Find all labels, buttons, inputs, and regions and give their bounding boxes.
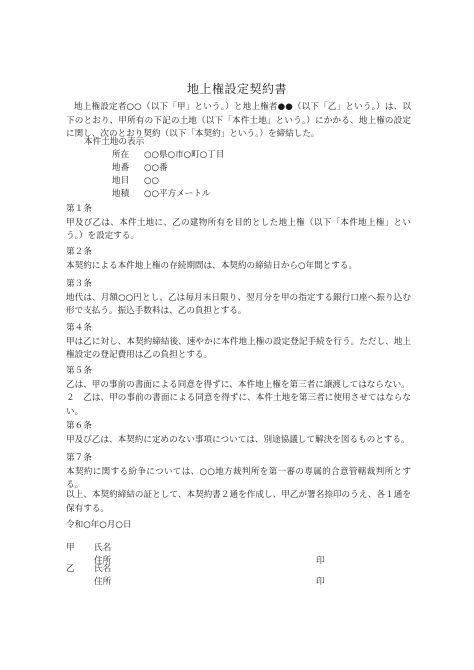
article-7 <box>66 452 411 493</box>
article-heading: 第３条 <box>66 279 92 289</box>
article-2 <box>66 246 411 273</box>
article-body: 本契約に関する紛争については、○○地方裁判所を第一審の専属的合意管轄裁判所とする。 <box>66 466 411 491</box>
seal-mark: 印 <box>316 556 325 566</box>
address-label: 住所 <box>94 577 112 587</box>
closing-paragraph: 以上、本契約締結の証として、本契約書２通を作成し、甲乙が署名捺印のうえ、各１通を保有する。 <box>66 490 411 514</box>
land-row <box>66 175 406 188</box>
article-body: 甲は乙に対し、本契約締結後、速やかに本件地上権の設定登記手続を行う。ただし、地上権設定の登記費用は乙の負担とする。 <box>66 336 411 361</box>
land-key: 地番 <box>112 163 130 173</box>
contract-date: 令和○年○月○日 <box>66 520 132 530</box>
party-otsu <box>66 563 366 589</box>
article-heading: 第７条 <box>66 453 92 463</box>
land-value: ○○番 <box>144 163 168 173</box>
article-1 <box>66 203 411 244</box>
land-value: ○○平方メートル <box>144 189 211 199</box>
land-value: ○○県○市○町○丁目 <box>144 150 225 160</box>
article-body: 甲及び乙は、本件土地に、乙の建物所有を目的とした地上権（以下「本件地上権」という。）を設定する。 <box>66 217 411 242</box>
article-6 <box>66 420 411 447</box>
party-label: 乙 <box>66 564 75 574</box>
land-description <box>66 136 406 201</box>
document-title: 地上権設定契約書 <box>186 82 287 96</box>
address-label: 住所 <box>94 556 112 566</box>
party-label: 甲 <box>66 543 75 553</box>
intro-text: 地上権設定者○○（以下「甲」という。）と地上権者●●（以下「乙」という。）は、以下のとおり、甲所有の下記の土地（以下「本件土地」という。）にかかる、地上権の設定に関し、次のとおり契約（以下「本契約」という。）を締結した。 <box>66 102 411 140</box>
article-body-paragraph-2: ２ 乙は、甲の事前の書面による同意を得ずに、本件土地を第三者に使用させてはならない。 <box>66 393 411 417</box>
article-body: 乙は、甲の事前の書面による同意を得ずに、本件地上権を第三者に譲渡してはならない。 <box>66 379 410 390</box>
article-body: 本契約による本件地上権の存続期間は、本契約の締結日から○年間とする。 <box>66 260 358 271</box>
land-value: ○○ <box>144 176 159 186</box>
seal-mark: 印 <box>316 577 325 587</box>
article-5 <box>66 365 411 419</box>
land-key: 地積 <box>112 189 130 199</box>
land-header: 本件土地の表示 <box>84 137 145 147</box>
article-heading: 第４条 <box>66 323 92 333</box>
land-row <box>66 162 406 175</box>
land-key: 所在 <box>112 150 130 160</box>
land-row <box>66 188 406 201</box>
article-heading: 第２条 <box>66 247 92 257</box>
name-label: 氏名 <box>94 543 112 553</box>
name-label: 氏名 <box>94 564 112 574</box>
article-body: 地代は、月額○○円とし、乙は毎月末日限り、翌月分を甲の指定する銀行口座へ振り込む形で支払う。振込手数料は、乙の負担とする。 <box>66 292 411 317</box>
article-4 <box>66 322 411 363</box>
article-heading: 第１条 <box>66 204 92 214</box>
land-key: 地目 <box>112 176 130 186</box>
article-heading: 第６条 <box>66 421 92 431</box>
land-row <box>66 149 406 162</box>
article-3 <box>66 278 411 319</box>
article-body: 甲及び乙は、本契約に定めのない事項については、別途協議して解決を図るものとする。 <box>66 434 410 445</box>
article-heading: 第５条 <box>66 366 92 376</box>
